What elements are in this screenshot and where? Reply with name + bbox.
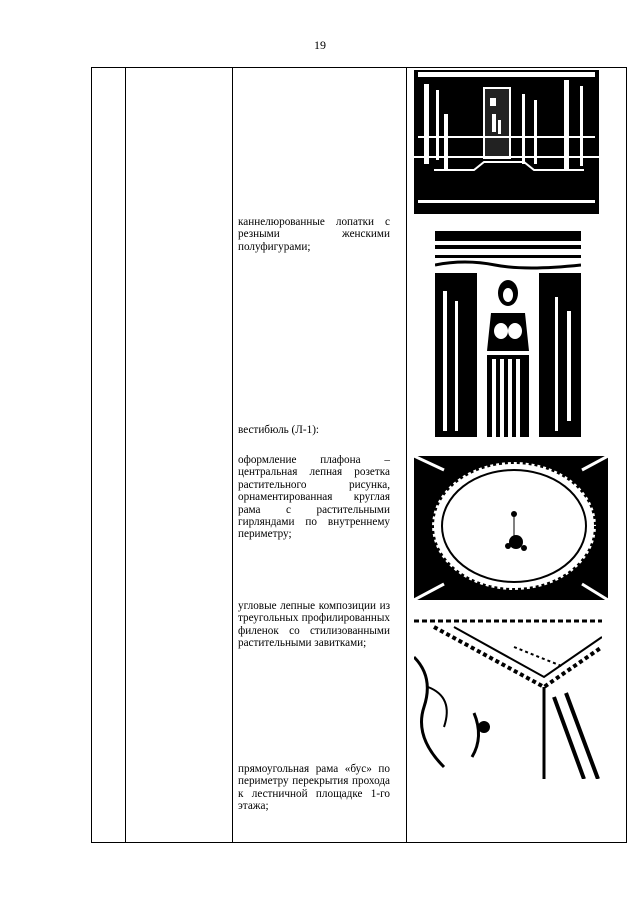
- table-border-left: [91, 67, 92, 843]
- column-divider-1: [125, 67, 126, 843]
- page-number: 19: [314, 38, 326, 52]
- table-border-top: [91, 67, 627, 68]
- corner-compositions-photo: [414, 617, 602, 779]
- pilaster-figure-photo: [435, 231, 581, 437]
- entry-fluted-pilasters: каннелюрованные лопатки с резными женскими полуфигурами;: [238, 216, 390, 253]
- entry-corner-compositions: угловые лепные композиции из треугольных профилированных филенок со стилизованными растительными завитками;: [238, 600, 390, 650]
- interior-doorway-photo: [414, 70, 599, 214]
- table-border-right: [626, 67, 627, 843]
- monument-table: [91, 67, 627, 843]
- entry-bead-frame: прямоугольная рама «бус» по периметру перекрытия прохода к лестничной площадке 1-го этажа;: [238, 763, 390, 813]
- column-divider-2: [232, 67, 233, 843]
- ceiling-rosette-photo: [414, 456, 608, 600]
- table-border-bottom: [91, 842, 627, 843]
- entry-ceiling-decor: оформление плафона – центральная лепная розетка растительного рисунка, орнаментированная круглая рама с растительными гирляндами по внутреннему периметру;: [238, 454, 390, 541]
- column-divider-3: [406, 67, 407, 843]
- entry-vestibule-heading: вестибюль (Л-1):: [238, 424, 320, 436]
